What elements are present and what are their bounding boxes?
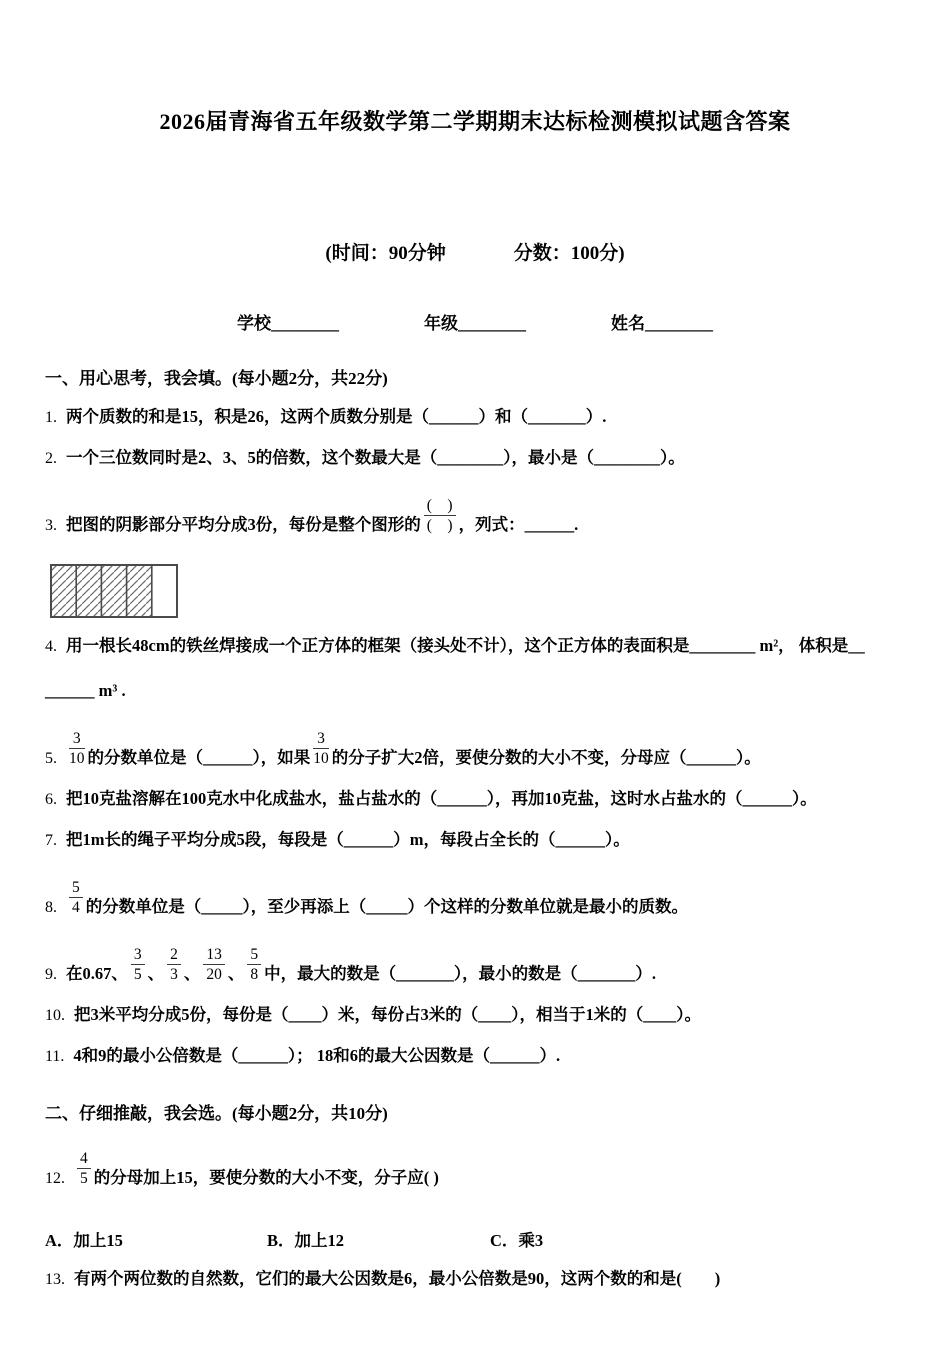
fraction-denominator: 8 [250, 965, 259, 983]
fraction-numerator: 5 [69, 879, 83, 898]
section-heading-1: 一、用心思考，我会填。(每小题2分，共22分) [45, 369, 388, 388]
problem-number: 12. [45, 1169, 65, 1187]
fraction [244, 946, 264, 983]
problem-number: 4. [45, 638, 57, 656]
exam-meta [45, 238, 905, 265]
problem-text: 中，最大的数是（_______），最小的数是（_______）. [264, 963, 656, 983]
problem-text: 把图的阴影部分平均分成3份，每份是整个图形的 [66, 515, 421, 535]
problem-number: 3. [45, 517, 57, 535]
fraction [128, 946, 148, 983]
problem-item-5 [45, 730, 905, 771]
fraction-denominator: 10 [69, 749, 85, 767]
page-title: 2026届青海省五年级数学第二学期期末达标检测模拟试题含答案 [159, 109, 791, 134]
problem-text: ，列式：______. [458, 515, 579, 535]
problem-text: 、 [147, 963, 165, 983]
choice-option-C: C．乘3 [490, 1230, 544, 1250]
problem-text: 两个质数的和是15，积是26，这两个质数分别是（______）和（_______）. [66, 407, 607, 426]
shaded-rectangle-svg [50, 564, 178, 618]
problem-item-4 [45, 634, 905, 704]
name-field: 姓名________ [611, 314, 713, 333]
fraction [421, 497, 459, 534]
problem-item-2 [45, 446, 905, 471]
fraction-denominator: 20 [206, 965, 222, 983]
problem-text: 的分数单位是（_____），至少再添上（_____）个这样的分数单位就是最小的质数。 [85, 896, 688, 916]
fraction-numerator: 5 [247, 946, 261, 965]
problem-text: 把1m长的绳子平均分成5段，每段是（______）m，每段占全长的（______）。 [66, 829, 630, 849]
problem-number: 2. [45, 450, 57, 467]
problem-number: 13. [45, 1270, 65, 1288]
problem-item-1 [45, 405, 905, 430]
problem-number: 8. [45, 898, 57, 916]
shaded-rectangle-figure [50, 564, 905, 618]
fraction-denominator: 4 [72, 898, 80, 916]
fraction-denominator: 3 [170, 965, 178, 983]
problem-text: 把3米平均分成5份，每份是（____）米，每份占3米的（____），相当于1米的（____）。 [74, 1004, 701, 1024]
problem-number: 9. [45, 965, 57, 983]
problem-number: 11. [45, 1047, 65, 1065]
fraction-numerator: 3 [69, 730, 85, 749]
problem-text: 、 [227, 963, 245, 983]
fraction-denominator: 5 [133, 965, 142, 983]
fraction [66, 730, 88, 767]
problem-text: ______ m³ . [45, 681, 126, 701]
problem-text: 在0.67、 [66, 963, 128, 983]
grade-field: 年级________ [424, 314, 526, 333]
problem-text: 4和9的最小公倍数是（______）； 18和6的最大公因数是（______）. [73, 1045, 561, 1065]
fraction [200, 946, 228, 983]
student-info-line [45, 309, 905, 334]
problem-number: 7. [45, 831, 57, 849]
section-heading-2: 二、仔细推敲，我会选。(每小题2分，共10分) [45, 1103, 388, 1123]
fraction-denominator: ( ) [426, 517, 453, 535]
problem-text: 有两个两位数的自然数，它们的最大公因数是6，最小公倍数是90，这两个数的和是( ) [74, 1268, 721, 1288]
problem-text: 把10克盐溶解在100克水中化成盐水，盐占盐水的（______），再加10克盐，这时水占盐水的（______）。 [66, 788, 817, 808]
problem-text: 的分数单位是（______），如果 [87, 747, 311, 767]
problem-text: 用一根长48cm的铁丝焊接成一个正方体的框架（接头处不计），这个正方体的表面积是________ m²， 体积是__ [66, 636, 865, 656]
problem-item-8 [45, 879, 905, 920]
fraction-denominator: 10 [313, 749, 329, 767]
fraction-numerator: 13 [203, 946, 225, 965]
line-break [45, 659, 905, 679]
time-label: (时间：90分钟 [325, 243, 446, 264]
problem-number: 1. [45, 409, 57, 426]
problem-item-11 [45, 1044, 905, 1069]
problem-text: 的分母加上15，要使分数的大小不变，分子应( ) [93, 1167, 439, 1187]
problem-item-6 [45, 787, 905, 812]
problem-area [45, 364, 905, 1292]
problem-number: 5. [45, 749, 57, 767]
problem-number: 10. [45, 1006, 65, 1024]
problem-text: 一个三位数同时是2、3、5的倍数，这个数最大是（________），最小是（________）。 [66, 448, 685, 467]
choice-options-row [45, 1227, 905, 1251]
choice-option-B: B．加上12 [267, 1230, 345, 1250]
problem-item-3 [45, 497, 905, 538]
fraction-numerator: 4 [77, 1150, 91, 1169]
fraction-numerator: 3 [313, 730, 329, 749]
problem-item-12 [45, 1150, 905, 1191]
choice-option-A: A．加上15 [45, 1230, 123, 1250]
problem-text: 的分子扩大2倍，要使分数的大小不变，分母应（______）。 [331, 747, 761, 767]
problem-item-9 [45, 946, 905, 987]
fraction-denominator: 5 [80, 1169, 88, 1187]
fraction-numerator: ( ) [424, 497, 456, 516]
problem-item-7 [45, 828, 905, 853]
fraction-numerator: 2 [167, 946, 181, 965]
problem-text: 、 [183, 963, 201, 983]
fraction [74, 1150, 94, 1187]
fraction [164, 946, 184, 983]
score-label: 分数：100分) [513, 243, 625, 264]
fraction [66, 879, 86, 916]
problem-item-13 [45, 1267, 905, 1292]
fraction [310, 730, 332, 767]
school-field: 学校________ [237, 314, 339, 333]
fraction-numerator: 3 [131, 946, 145, 965]
problem-item-10 [45, 1003, 905, 1028]
problem-number: 6. [45, 790, 57, 808]
